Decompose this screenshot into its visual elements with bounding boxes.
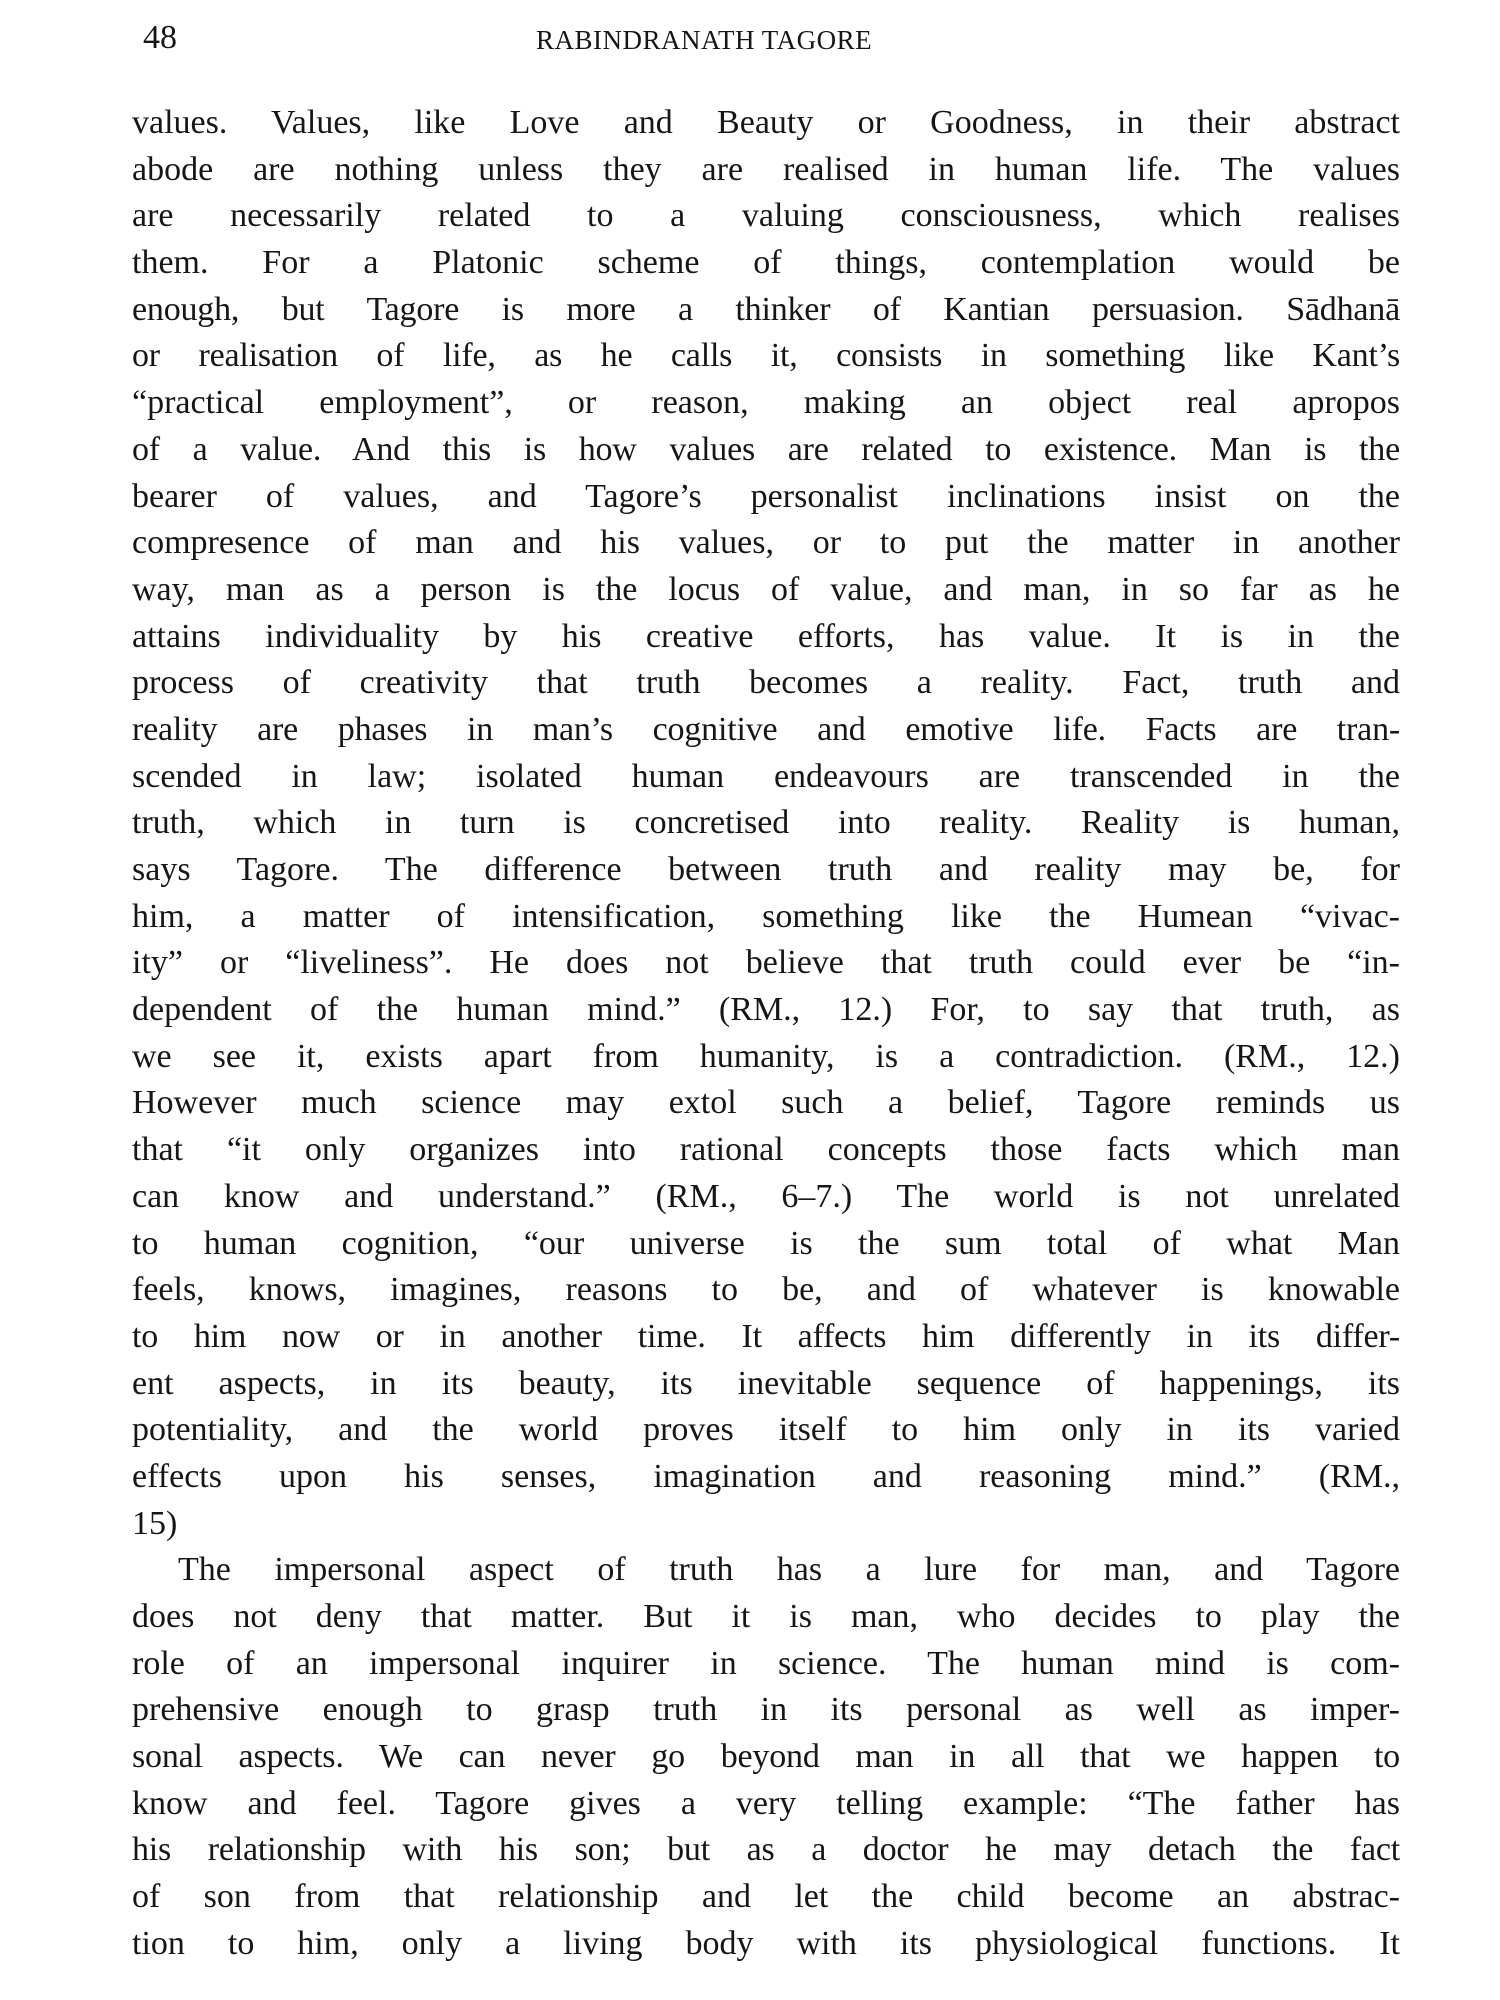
text-line: tion to him, only a living body with its physiological functions. It <box>132 1924 1400 1962</box>
text-line: process of creativity that truth becomes a reality. Fact, truth and <box>132 664 1400 702</box>
text-line: compresence of man and his values, or to put the matter in another <box>132 524 1400 562</box>
text-line: of a value. And this is how values are related to existence. Man is the <box>132 430 1400 468</box>
text-line: reality are phases in man’s cognitive and emotive life. Facts are tran- <box>132 710 1400 748</box>
text-line: values. Values, like Love and Beauty or Goodness, in their abstract <box>132 104 1400 141</box>
text-line: we see it, exists apart from humanity, is a contradiction. (RM., 12.) <box>132 1037 1400 1075</box>
paragraph-1 <box>132 100 1400 1547</box>
text-line: his relationship with his son; but as a doctor he may detach the fact <box>132 1831 1400 1869</box>
text-line: says Tagore. The difference between truth and reality may be, for <box>132 851 1400 888</box>
text-line: The impersonal aspect of truth has a lure for man, and Tagore <box>178 1551 1400 1589</box>
page-number: 48 <box>143 19 177 56</box>
body-text <box>132 100 1400 1968</box>
text-line: dependent of the human mind.” (RM., 12.) For, to say that truth, as <box>132 991 1400 1029</box>
text-line: to him now or in another time. It affects him differently in its differ- <box>132 1317 1400 1355</box>
text-line: way, man as a person is the locus of value, and man, in so far as he <box>132 570 1400 608</box>
text-line: 15) <box>132 1504 178 1542</box>
text-line: “practical employment”, or reason, making an object real apropos <box>132 384 1400 422</box>
text-line: enough, but Tagore is more a thinker of Kantian persuasion. Sādhanā <box>132 290 1400 328</box>
text-line: ity” or “liveliness”. He does not believe that truth could ever be “in- <box>132 944 1400 982</box>
text-line: abode are nothing unless they are realised in human life. The values <box>132 150 1400 188</box>
text-line: bearer of values, and Tagore’s personalist inclinations insist on the <box>132 477 1400 515</box>
paragraph-2 <box>132 1547 1400 1967</box>
text-line: However much science may extol such a belief, Tagore reminds us <box>132 1084 1400 1122</box>
running-head <box>143 18 1403 68</box>
text-line: does not deny that matter. But it is man, who decides to play the <box>132 1598 1400 1635</box>
text-line: scended in law; isolated human endeavours are transcended in the <box>132 757 1400 795</box>
text-line: them. For a Platonic scheme of things, contemplation would be <box>132 244 1400 282</box>
text-line: of son from that relationship and let the child become an abstrac- <box>132 1878 1400 1916</box>
text-line: potentiality, and the world proves itself to him only in its varied <box>132 1411 1400 1449</box>
text-line: know and feel. Tagore gives a very telling example: “The father has <box>132 1784 1400 1822</box>
running-title: RABINDRANATH TAGORE <box>536 25 873 55</box>
text-line: him, a matter of intensification, something like the Humean “vivac- <box>132 897 1400 935</box>
text-line: prehensive enough to grasp truth in its personal as well as imper- <box>132 1691 1400 1729</box>
text-line: attains individuality by his creative efforts, has value. It is in the <box>132 617 1400 655</box>
text-line: truth, which in turn is concretised into reality. Reality is human, <box>132 804 1400 842</box>
text-line: that “it only organizes into rational concepts those facts which man <box>132 1131 1400 1169</box>
text-line: ent aspects, in its beauty, its inevitable sequence of happenings, its <box>132 1364 1400 1402</box>
text-line: or realisation of life, as he calls it, consists in something like Kant’s <box>132 337 1400 375</box>
text-line: are necessarily related to a valuing consciousness, which realises <box>132 197 1400 235</box>
text-line: to human cognition, “our universe is the sum total of what Man <box>132 1224 1400 1262</box>
text-line: sonal aspects. We can never go beyond man in all that we happen to <box>132 1738 1400 1776</box>
text-line: effects upon his senses, imagination and reasoning mind.” (RM., <box>132 1457 1400 1495</box>
text-line: feels, knows, imagines, reasons to be, and of whatever is knowable <box>132 1271 1400 1309</box>
text-line: role of an impersonal inquirer in science. The human mind is com- <box>132 1644 1400 1682</box>
text-line: can know and understand.” (RM., 6–7.) The world is not unrelated <box>132 1177 1400 1215</box>
